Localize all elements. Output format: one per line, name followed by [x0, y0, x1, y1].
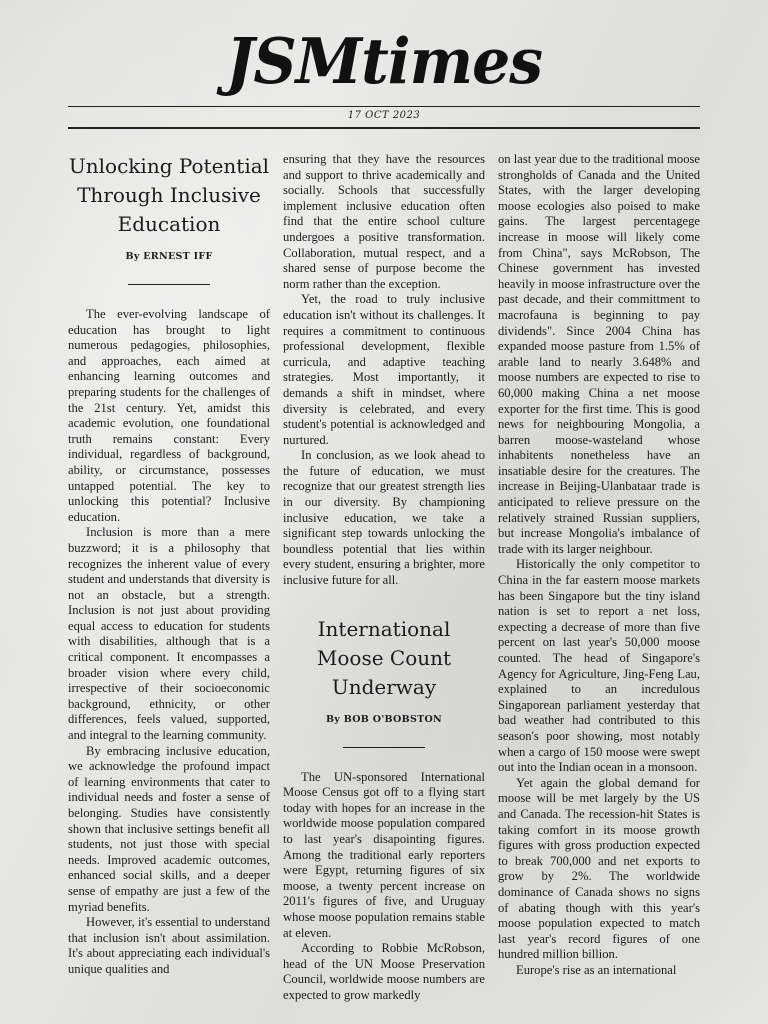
- article-1-paragraph: ensuring that they have the resources and support to thrive academically and socially. Schools that successfully implement inclusive education often find that the entire school culture undergoes a positive transformation. Collaboration, mutual respect, and a shared sense of purpose become the norm rather than the exception.: [283, 152, 485, 291]
- article-1-paragraph: By embracing inclusive education, we acknowledge the profound impact of learning environments that cater to individual needs and foster a sense of belonging. Studies have consistently shown that inclusive settings benefit all students, not just those with special needs. Improved academic outcomes, enhanced social skills, and a deeper sense of empathy are just a few of the myriad benefits.: [68, 743, 270, 914]
- masthead-rule-top: [68, 106, 700, 107]
- column-1: [68, 152, 270, 978]
- column-3: [498, 152, 700, 978]
- article-1-body: [68, 307, 270, 978]
- article-1-divider: [128, 284, 210, 285]
- article-2-divider: [343, 747, 425, 748]
- masthead-logo: JSMtimes: [225, 25, 543, 99]
- article-2-paragraph: Yet again the global demand for moose will be met largely by the US and Canada. The recession-hit States is taking comfort in its moose growth figures with gross production expected to break 700,000 and net exports to grow by 2%. The worldwide dominance of Canada shows no signs of abating though with this year's moose population expected to match last year's record figures of one hundred million billion.: [498, 775, 700, 962]
- article-2-paragraph: According to Robbie McRobson, head of the UN Moose Preservation Council, worldwide moose numbers are expected to grow markedly: [283, 941, 485, 1002]
- article-1-paragraph: Yet, the road to truly inclusive education isn't without its challenges. It requires a commitment to continuous professional development, flexible curricula, and adaptive teaching strategies. Most importantly, it demands a shift in mindset, where diversity is celebrated, and every student's potential is acknowledged and nurtured.: [283, 292, 485, 447]
- article-2-paragraph: The UN-sponsored International Moose Census got off to a flying start today with hopes for an increase in the worldwide moose population compared to last year's disapointing figures. Among the traditional early reporters were Egypt, returning figures of six moose, a twenty percent increase on 2011's figures of five, and Uruguay whose moose population remains stable at eleven.: [283, 769, 485, 940]
- article-2-headline: International Moose Count Underway: [316, 616, 452, 699]
- article-2-paragraph: on last year due to the traditional moose strongholds of Canada and the United States, with the larger developing moose ecologies also poised to make gains. The largest percentagege increase in moose will likely come from China", says McRobson, The Chinese government has invested heavily in moose infrastructure over the past decade, and their committment to macrofauna is beginning to pay dividends". Since 2004 China has expanded moose pasture from 1.5% of arable land to nearly 3.648% and moose numbers are expected to rise to 60,000 making China a net moose exporter for the first time. This is good news for neighbouring Mongolia, a barren moose-wasteland whose inhabitents nonetheless have an insatiable desire for the creatures. The increase in Beijing-Ulanbataar trade is anticipated to relieve pressure on the relatively strained Russian suppliers, but increase Mongolia's imbalance of trade with its larger neighbour.: [498, 152, 700, 556]
- column-2: [283, 152, 485, 1004]
- article-1-body-continued: [283, 152, 485, 589]
- article-1-byline: By ERNEST IFF: [125, 251, 213, 262]
- article-1-paragraph: In conclusion, as we look ahead to the future of education, we must recognize that our greatest strength lies in our diversity. By championing inclusive education, we take a significant step towards unlocking the boundless potential that lies within every student, ensuring a brighter, more inclusive future for all.: [283, 448, 485, 588]
- article-2-body-continued: [498, 152, 700, 978]
- article-1-paragraph: The ever-evolving landscape of education has brought to light numerous pedagogies, philosophies, and approaches, each aimed at enhancing learning outcomes and preparing students for the challenges of the 21st century. Yet, amidst this academic evolution, one foundational truth remains constant: Every individual, regardless of background, ability, or circumstance, possesses untapped potential. The key to unlocking this potential? Inclusive education.: [68, 307, 270, 524]
- issue-date: 17 OCT 2023: [347, 110, 421, 121]
- article-2-paragraph: Europe's rise as an international: [516, 962, 677, 977]
- article-1-headline: Unlocking Potential Through Inclusive Education: [68, 154, 270, 236]
- article-2-byline: By BOB O'BOBSTON: [325, 713, 443, 725]
- article-2-body: [283, 770, 485, 1004]
- article-1-paragraph: However, it's essential to understand that inclusion isn't about assimilation. It's about appreciating each individual's unique qualities and: [68, 915, 270, 976]
- article-1-paragraph: Inclusion is more than a mere buzzword; it is a philosophy that recognizes the inherent value of every student and understands that diversity is not an obstacle, but a strength. Inclusion is not just about providing equal access to education for students with disabilities, although that is a critical component. It encompasses a broader vision where every child, irrespective of their socioeconomic background, ethnicity, or other differences, feels valued, supported, and integral to the learning community.: [68, 525, 270, 743]
- masthead-rule-bottom: [68, 127, 700, 129]
- article-2-paragraph: Historically the only competitor to China in the far eastern moose markets has been Singapore but the tiny island nation is set to report a net loss, expecting a decrease of more than five percent on last year's 50,000 moose counted. The head of Singapore's Agency for Agriculture, Jing-Feng Lau, explained to an incredulous Singaporean parliament yesterday that bad weather had contributed to this season's poor showing, most notably when a cargo of 150 moose were swept out into the Indian ocean in a monsoon.: [498, 557, 700, 775]
